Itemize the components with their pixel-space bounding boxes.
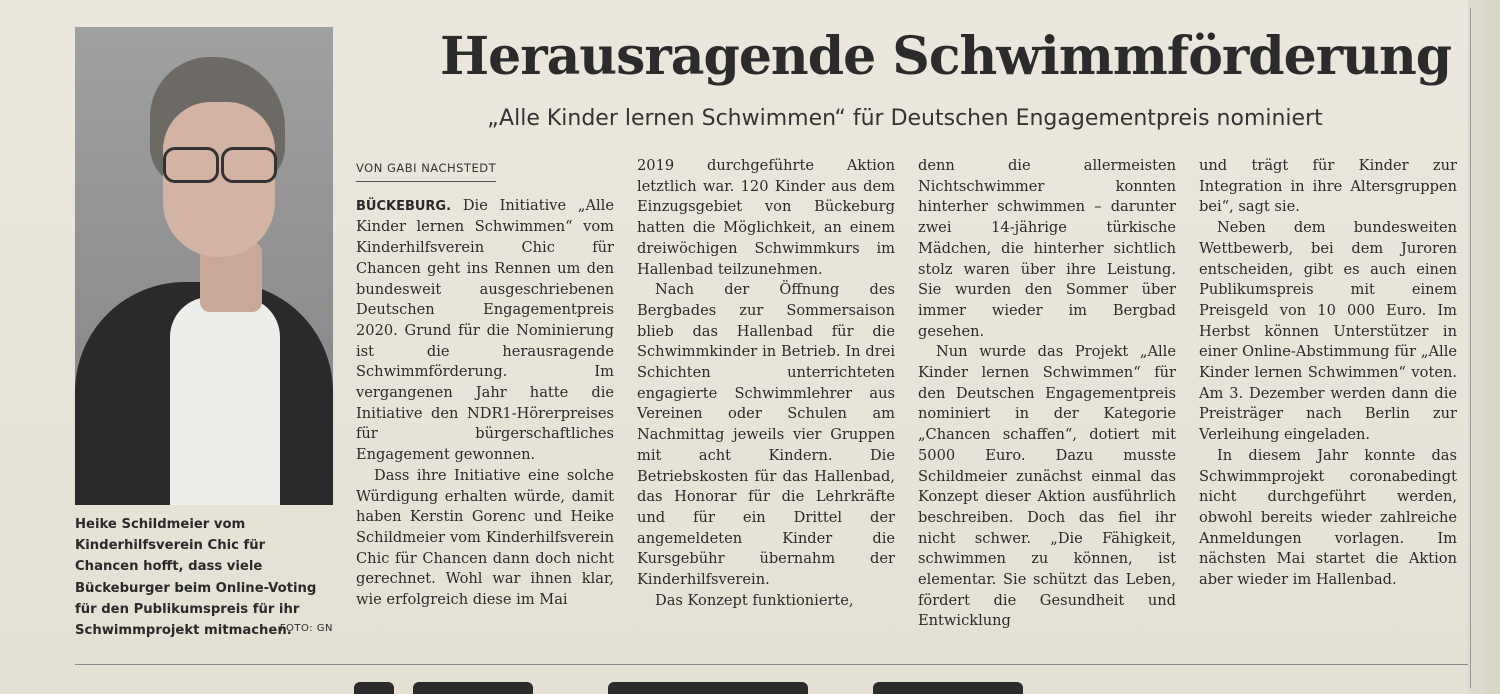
byline: VON GABI NACHSTEDT [356,158,496,182]
paragraph [356,196,614,466]
photo-credit: FOTO: GN [279,623,333,635]
paragraph: Dass ihre Initiative eine solche Würdigung erhalten würde, damit haben Kerstin Gorenc und Heike Schildmeier vom Kinderhilfsverein Chic für Chancen dann doch nicht gerechnet. Wohl war ihnen klar, wie erfolgreich diese im Mai [356,466,614,609]
article-subline: „Alle Kinder lernen Schwimmen“ für Deutschen Engagementpreis nominiert [487,106,1323,131]
article-column-2 [637,156,895,611]
article-column-4 [1199,156,1457,591]
section-divider [75,664,1470,665]
photo-shirt [170,297,280,505]
article-column-3 [918,156,1176,632]
article-column-1 [356,156,614,611]
caption-text: Heike Schildmeier vom Kinderhilfsverein Chic für Chancen hofft, dass viele Bückeburger beim Online-Voting für den Publikumspreis für ihr Schwimmprojekt mitmachen. [75,517,317,639]
article-headline: Herausragende Schwimmförderung [440,26,1452,87]
paragraph: Das Konzept funktionierte, [655,591,854,609]
paragraph: In diesem Jahr konnte das Schwimmprojekt coronabedingt nicht durchgeführt werden, obwohl bereits wieder zahlreiche Anmeldungen vorlagen. Im nächsten Mai startet die Aktion aber wieder im Hallenbad. [1199,446,1457,589]
next-article-headline-cutoff [340,676,1340,694]
adjacent-page-edge [1468,0,1500,694]
photo-glasses [155,147,277,179]
paragraph: und trägt für Kinder zur Integration in ihre Altersgruppen bei“, sagt sie. [1199,157,1457,216]
paragraph: denn die allermeisten Nichtschwimmer konnten hinterher schwimmen – darunter zwei 14-jährige türkische Mädchen, die hinterher sichtlich stolz waren über ihre Leistung. Sie wurden den Sommer über immer wieder im Bergbad gesehen. [918,157,1176,340]
paragraph: Neben dem bundesweiten Wettbewerb, bei dem Juroren entscheiden, gibt es auch einen Publikumspreis mit einem Preisgeld von 10 000 Euro. Im Herbst können Unterstützer in einer Online-Abstimmung für „Alle Kinder lernen Schwimmen“ voten. Am 3. Dezember werden dann die Preisträger nach Berlin zur Verleihung eingeladen. [1199,219,1457,444]
paragraph-text: Die Initiative „Alle Kinder lernen Schwimmen“ vom Kinderhilfsverein Chic für Chancen geht ins Rennen um den bundesweit ausgeschriebenen Deutschen Engagementpreis 2020. Grund für die Nominierung ist die herausragende Schwimmförderung. Im vergangenen Jahr hatte die Initiative den NDR1-Hörerpreises für bürgerschaftliches Engagement gewonnen. [356,196,614,464]
paragraph: Nach der Öffnung des Bergbades zur Sommersaison blieb das Hallenbad für die Schwimmkinder in Betrieb. In drei Schichten unterrichteten engagierte Schwimmlehrer aus Vereinen oder Schulen am Nachmittag jeweils vier Gruppen mit acht Kindern. Die Betriebskosten für das Hallenbad, das Honorar für die Lehrkräfte und für ein Drittel der angemeldeten Kinder die Kursgebühr übernahm der Kinderhilfsverein. [637,281,895,589]
paragraph: Nun wurde das Projekt „Alle Kinder lernen Schwimmen“ für den Deutschen Engagementpreis nominiert in der Kategorie „Chancen schaffen“, dotiert mit 5000 Euro. Dazu musste Schildmeier zunächst einmal das Konzept dieser Aktion ausführlich beschreiben. Doch das fiel ihr nicht schwer. „Die Fähigkeit, schwimmen zu können, ist elementar. Sie schützt das Leben, fördert die Gesundheit und Entwicklung [918,343,1176,630]
photo-caption [75,514,333,641]
dateline: BÜCKEBURG. [356,198,452,214]
portrait-photo [75,27,333,505]
paragraph: 2019 durchgeführte Aktion letztlich war. 120 Kinder aus dem Einzugsgebiet von Bückeburg hatten die Möglichkeit, an einem dreiwöchigen Schwimmkurs im Hallenbad teilzunehmen. [637,157,895,278]
